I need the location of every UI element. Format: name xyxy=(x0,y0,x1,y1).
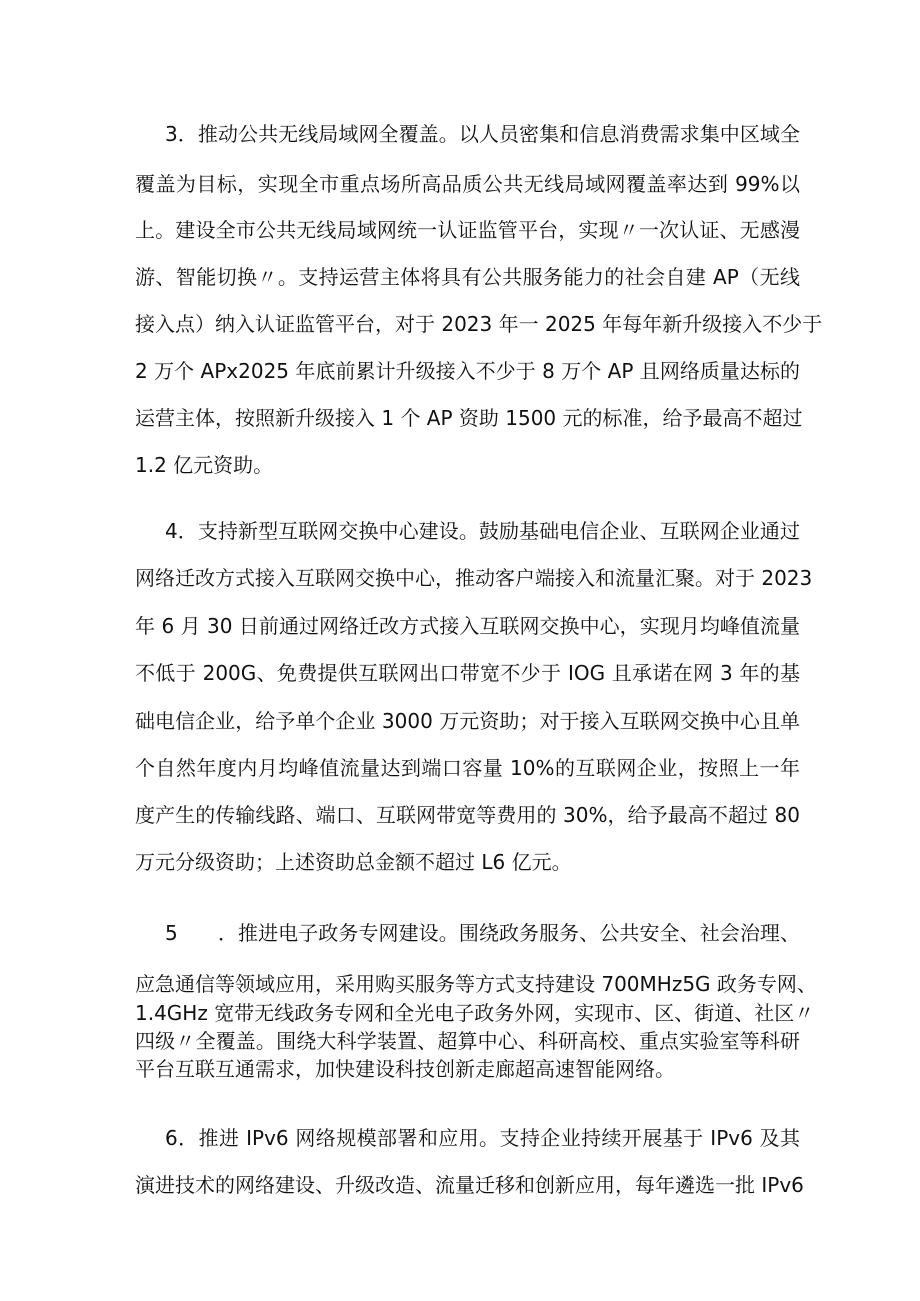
text-line: 运营主体，按照新升级接入 1 个 AP 资助 1500 元的标准，给予最高不超过 xyxy=(135,406,803,430)
text-line: 4．支持新型互联网交换中心建设。鼓励基础电信企业、互联网企业通过 xyxy=(165,519,800,543)
text-line: 上。建设全市公共无线局域网统一认证监管平台，实现〃一次认证、无感漫 xyxy=(135,218,800,242)
text-line: 1.2 亿元资助。 xyxy=(135,453,274,477)
text-line: 3．推动公共无线局域网全覆盖。以人员密集和信息消费需求集中区域全 xyxy=(165,122,800,146)
text-line: 网络迁改方式接入互联网交换中心，推动客户端接入和流量汇聚。对于 2023 xyxy=(135,566,813,590)
text-line: 度产生的传输线路、端口、互联网带宽等费用的 30%，给予最高不超过 80 xyxy=(135,803,800,827)
text-line: 平台互联互通需求，加快建设科技创新走廊超高速智能网络。 xyxy=(135,1057,675,1081)
text-line: 年 6 月 30 日前通过网络迁改方式接入互联网交换中心，实现月均峰值流量 xyxy=(135,614,800,638)
text-line: 个自然年度内月均峰值流量达到端口容量 10%的互联网企业，按照上一年 xyxy=(135,756,800,780)
text-line: 接入点）纳入认证监管平台，对于 2023 年一 2025 年每年新升级接入不少于 xyxy=(135,312,823,336)
text-line: 万元分级资助；上述资助总金额不超过 L6 亿元。 xyxy=(135,850,572,874)
text-line: 应急通信等领域应用，采用购买服务等方式支持建设 700MHz5G 政务专网、 xyxy=(135,972,817,996)
text-line: 四级〃全覆盖。围绕大科学装置、超算中心、科研高校、重点实验室等科研 xyxy=(135,1029,800,1053)
text-line: 演进技术的网络建设、升级改造、流量迁移和创新应用，每年遴选一批 IPv6 xyxy=(135,1173,804,1197)
text-line: 础电信企业，给予单个企业 3000 万元资助；对于接入互联网交换中心且单 xyxy=(135,709,800,733)
text-line: 1.4GHz 宽带无线政务专网和全光电子政务外网，实现市、区、街道、社区〃 xyxy=(135,1001,815,1025)
text-line: 2 万个 APx2025 年底前累计升级接入不少于 8 万个 AP 且网络质量达标的 xyxy=(135,359,800,383)
text-line: 覆盖为目标，实现全市重点场所高品质公共无线局域网覆盖率达到 99%以 xyxy=(135,172,800,196)
text-line: 不低于 200G、免费提供互联网出口带宽不少于 IOG 且承诺在网 3 年的基 xyxy=(135,661,800,685)
text-line: 游、智能切换〃。支持运营主体将具有公共服务能力的社会自建 AP（无线 xyxy=(135,265,800,289)
text-line: 6．推进 IPv6 网络规模部署和应用。支持企业持续开展基于 IPv6 及其 xyxy=(165,1126,800,1150)
text-line: 5 ．推进电子政务专网建设。围绕政务服务、公共安全、社会治理、 xyxy=(165,921,800,945)
